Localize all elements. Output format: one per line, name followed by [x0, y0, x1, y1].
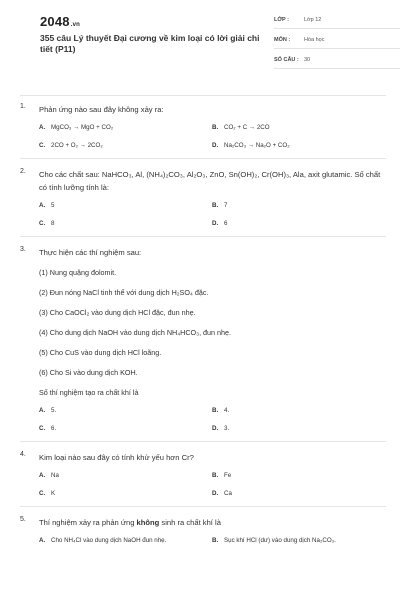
header-divider [20, 95, 386, 96]
option-c[interactable]: C. K [39, 490, 56, 497]
option-a[interactable]: A. 5 [39, 202, 55, 209]
answer-options [39, 407, 386, 432]
question-divider [20, 506, 386, 507]
question-3 [20, 246, 386, 442]
option-d[interactable]: D. Na₂CO₃ → Na₂O + CO₂ [212, 142, 290, 149]
document-meta [274, 12, 400, 72]
option-c[interactable]: C. 6. [39, 425, 57, 432]
option-d[interactable]: D. 3. [212, 425, 230, 432]
option-a[interactable]: A. Na [39, 472, 59, 479]
question-number: 2. [20, 168, 26, 175]
meta-row-question-count: SỐ CÂU : 30 [274, 52, 400, 69]
option-d[interactable]: D. 6 [212, 220, 228, 227]
page-header [20, 0, 386, 88]
option-a[interactable]: A. MgCO₃ → MgO + CO₂ [39, 124, 114, 131]
question-number: 4. [20, 451, 26, 458]
emphasis-text: không [136, 518, 160, 527]
option-a[interactable]: A. 5. [39, 407, 57, 414]
option-b[interactable]: B. Fe [212, 472, 232, 479]
question-number: 1. [20, 103, 26, 110]
question-number: 3. [20, 246, 26, 253]
answer-options [39, 124, 386, 149]
question-text: Kim loại nào sau đây có tính khử yếu hơn Cr? [39, 453, 194, 462]
question-number: 5. [20, 516, 26, 523]
question-divider [20, 158, 386, 159]
question-5 [20, 516, 386, 544]
option-c[interactable]: C. 8 [39, 220, 55, 227]
option-b[interactable]: B. Sục khí HCl (dư) vào dung dịch Na₂CO₃. [212, 537, 336, 544]
question-1 [20, 103, 386, 159]
statement-5: (5) Cho CuS vào dung dịch HCl loãng. [39, 348, 162, 357]
question-text: Phản ứng nào sau đây không xảy ra: [39, 105, 164, 114]
question-text: Cho các chất sau: NaHCO₃, Al, (NH₄)₂CO₃, Al₂O₃, ZnO, Sn(OH)₂, Cr(OH)₃, Ala, axit glutamic. Số chất có tính lưỡng tính là: [39, 170, 381, 192]
option-b[interactable]: B. 4. [212, 407, 230, 414]
statement-4: (4) Cho dung dịch NaOH vào dung dịch NH₄HCO₃, đun nhẹ. [39, 328, 232, 337]
option-c[interactable]: C. 2CO + O₂ → 2CO₂ [39, 142, 103, 149]
option-a[interactable]: A. Cho NH₄Cl vào dung dịch NaOH đun nhẹ. [39, 537, 167, 544]
question-list [20, 103, 386, 544]
meta-row-subject: MÔN : Hóa học [274, 32, 400, 49]
option-b[interactable]: B. CO₂ + C → 2CO [212, 124, 270, 131]
document-title: 355 câu Lý thuyết Đại cương về kim loại có lời giải chi tiết (P11) [40, 33, 260, 54]
statement-1: (1) Nung quặng đolomit. [39, 268, 117, 277]
statement-2: (2) Đun nóng NaCl tinh thể với dung dịch H₂SO₄ đặc. [39, 288, 209, 297]
question-text: Thực hiện các thí nghiệm sau: [39, 248, 142, 257]
answer-options [39, 472, 386, 497]
site-logo[interactable]: 2048.vn [40, 14, 81, 29]
answer-options [39, 202, 386, 227]
question-text: Thí nghiệm xảy ra phản ứng không sinh ra chất khí là [39, 518, 221, 527]
option-d[interactable]: D. Ca [212, 490, 232, 497]
meta-row-grade: LỚP : Lớp 12 [274, 12, 400, 29]
question-4 [20, 451, 386, 507]
statement-3: (3) Cho CaOCl₂ vào dung dịch HCl đặc, đun nhẹ. [39, 308, 196, 317]
question-2 [20, 168, 386, 237]
answer-options [39, 537, 386, 544]
statement-6: (6) Cho Si vào dung dịch KOH. [39, 368, 138, 377]
question-prompt: Số thí nghiệm tạo ra chất khí là [39, 388, 139, 397]
question-divider [20, 441, 386, 442]
option-b[interactable]: B. 7 [212, 202, 228, 209]
question-divider [20, 236, 386, 237]
